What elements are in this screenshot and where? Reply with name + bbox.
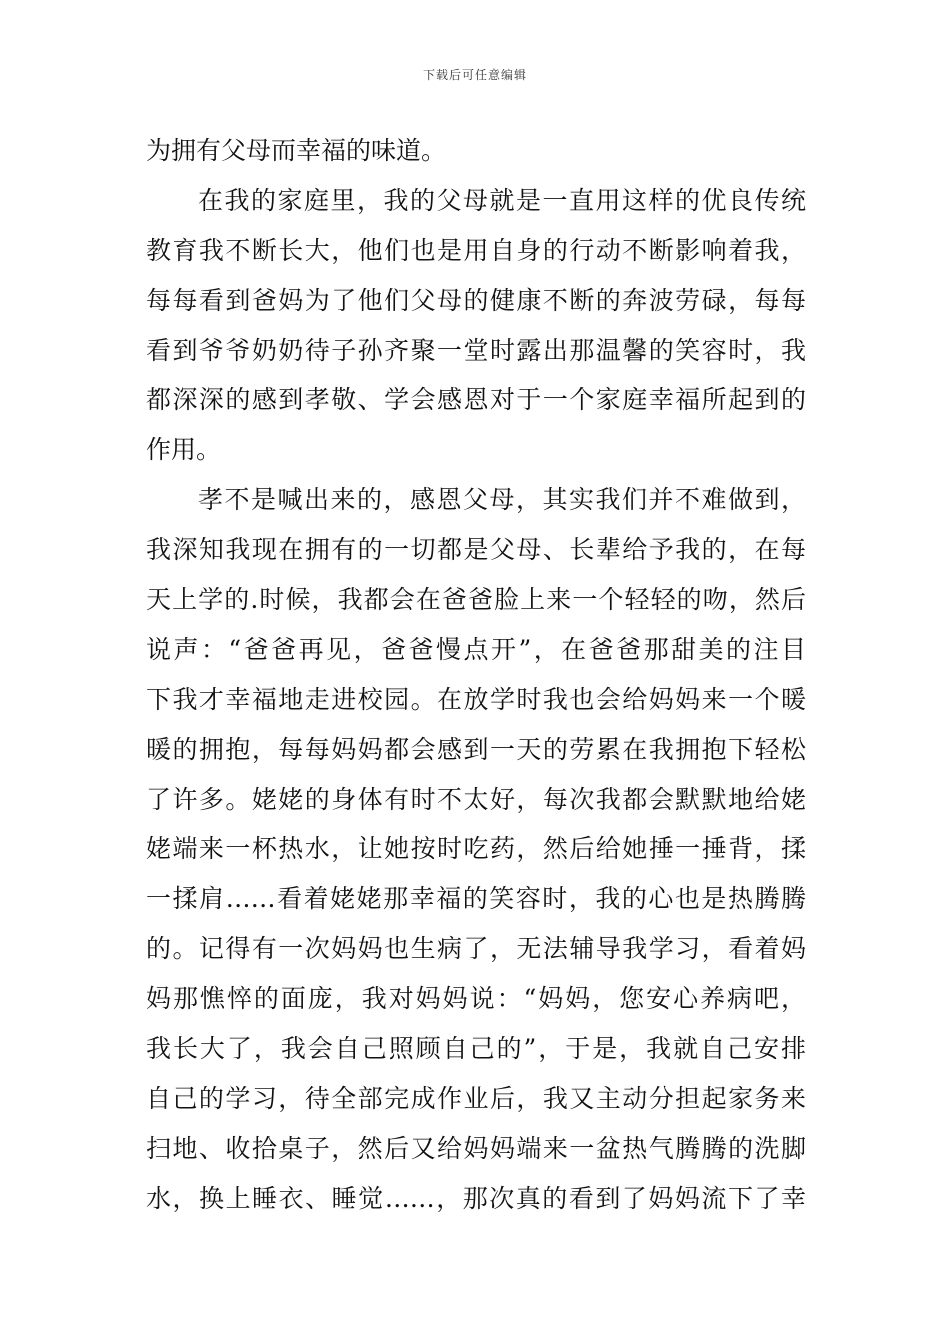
text-line: 扫地、收拾桌子，然后又给妈妈端来一盆热气腾腾的洗脚 xyxy=(146,1133,806,1163)
text-line: 每每看到爸妈为了他们父母的健康不断的奔波劳碌，每每 xyxy=(146,285,806,315)
text-line: 教育我不断长大，他们也是用自身的行动不断影响着我， xyxy=(146,235,806,265)
text-line: 水，换上睡衣、睡觉……，那次真的看到了妈妈流下了幸 xyxy=(146,1183,806,1213)
body-text xyxy=(146,126,806,1224)
text-line: 看到爷爷奶奶待子孙齐聚一堂时露出那温馨的笑容时，我 xyxy=(146,335,806,365)
text-line: 一揉肩……看着姥姥那幸福的笑容时，我的心也是热腾腾 xyxy=(146,884,806,914)
text-line: 都深深的感到孝敬、学会感恩对于一个家庭幸福所起到的 xyxy=(146,385,806,415)
text-line: 自己的学习，待全部完成作业后，我又主动分担起家务来 xyxy=(146,1083,806,1113)
text-line: 下我才幸福地走进校园。在放学时我也会给妈妈来一个暖 xyxy=(146,684,806,714)
text-line: 暖的拥抱，每每妈妈都会感到一天的劳累在我拥抱下轻松 xyxy=(146,734,806,764)
text-line: 姥端来一杯热水，让她按时吃药，然后给她捶一捶背，揉 xyxy=(146,834,806,864)
text-line: 妈那憔悴的面庞，我对妈妈说：“妈妈，您安心养病吧， xyxy=(146,984,806,1014)
text-line: 天上学的.时候，我都会在爸爸脸上来一个轻轻的吻，然后 xyxy=(146,585,806,615)
text-line: 了许多。姥姥的身体有时不太好，每次我都会默默地给姥 xyxy=(146,784,806,814)
text-line: 我深知我现在拥有的一切都是父母、长辈给予我的，在每 xyxy=(146,535,806,565)
text-line: 孝不是喊出来的，感恩父母，其实我们并不难做到， xyxy=(198,485,806,515)
page-header: 下载后可任意编辑 xyxy=(422,68,527,82)
text-line: 我长大了，我会自己照顾自己的”，于是，我就自己安排 xyxy=(146,1034,806,1064)
text-line: 在我的家庭里，我的父母就是一直用这样的优良传统 xyxy=(198,185,806,215)
text-line: 作用。 xyxy=(146,435,222,465)
text-line: 为拥有父母而幸福的味道。 xyxy=(146,136,447,165)
text-line: 的。记得有一次妈妈也生病了，无法辅导我学习，看着妈 xyxy=(146,934,806,964)
text-line: 说声：“爸爸再见，爸爸慢点开”，在爸爸那甜美的注目 xyxy=(146,634,806,664)
